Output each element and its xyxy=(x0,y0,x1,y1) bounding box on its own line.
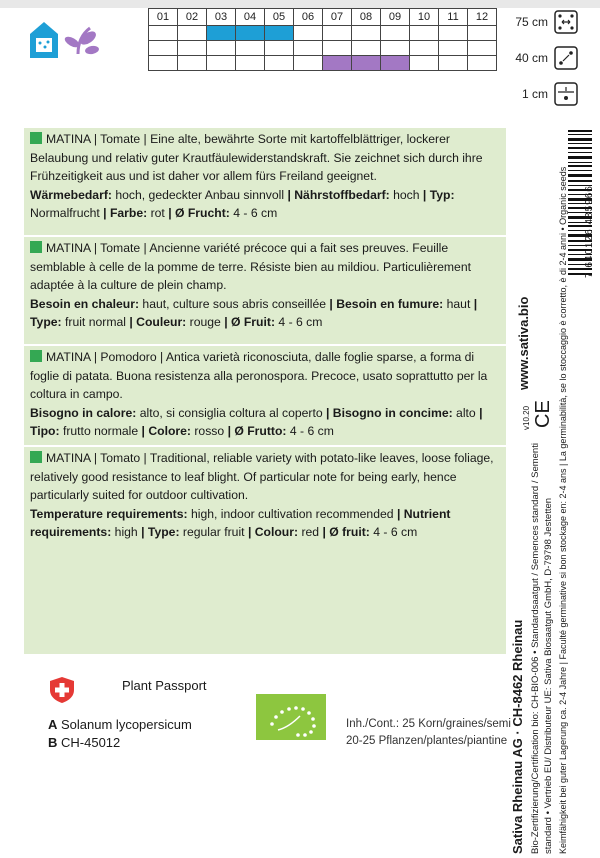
label: Wärmebedarf: xyxy=(30,187,112,202)
month-label: 03 xyxy=(207,9,236,26)
sowing-depth-value: 1 cm xyxy=(521,87,548,101)
value: hoch, gedeckter Anbau sinnvoll xyxy=(111,187,288,202)
description-panel xyxy=(24,128,506,654)
passport-b-value: CH-45012 xyxy=(61,735,121,750)
website: www.sativa.bio xyxy=(516,296,531,390)
certification-line-1: Bio-Zertifizierung/Certification bio: CH-BIO-006 • Standardsaatgut / Semences standard / Sementi xyxy=(530,443,541,854)
value: regular fruit xyxy=(179,525,248,540)
label: | Type: xyxy=(141,525,180,540)
label: | Typ: xyxy=(422,187,455,202)
sowing-row xyxy=(149,26,497,41)
storage-line: Keimfähigkeit bei guter Lagerung ca. 2-4 Jahre | Faculté germinative si bon stockage en: 2-4 ans | La germinabilità, se lo stoccaggio è corretto, è di 2-4 anni • Organic seeds xyxy=(558,166,568,854)
harvest-cell xyxy=(352,56,381,71)
month-label: 06 xyxy=(294,9,323,26)
label: | Nutrient requirements: xyxy=(30,506,451,540)
label: Temperature requirements: xyxy=(30,506,188,521)
value: fruit normal xyxy=(61,315,130,330)
sowing-cell xyxy=(236,26,265,41)
month-label: 08 xyxy=(352,9,381,26)
green-square-icon xyxy=(30,241,42,253)
value: rosso xyxy=(190,424,228,439)
company-line: Sativa Rheinau AG · CH-8462 Rheinau xyxy=(510,619,525,854)
seed-packet-icon xyxy=(26,14,106,64)
intro-text: MATINA | Pomodoro | Antica varietà riconosciuta, dalle foglie sparse, a forma di foglie di patata. Buona resistenza alla peronospora. Precoce, usato soprattutto per la coltura in campo. xyxy=(30,350,488,402)
value: frutto normale xyxy=(59,424,142,439)
value: rouge xyxy=(186,315,225,330)
contents-info xyxy=(346,716,511,750)
label: | Ø Fruit: xyxy=(224,315,276,330)
green-square-icon xyxy=(30,350,42,362)
green-square-icon xyxy=(30,132,42,144)
label: Besoin en chaleur: xyxy=(30,296,140,311)
version-label: v10.20 xyxy=(522,405,531,430)
row-spacing-icon xyxy=(554,10,578,34)
sowing-depth xyxy=(490,82,578,106)
label: | Ø fruit: xyxy=(322,525,370,540)
value: red xyxy=(298,525,323,540)
intro-text: MATINA | Tomato | Traditional, reliable variety with potato-like leaves, loose foliage, relatively good resistance to leaf blight. Of particular note for being early, hence particularly suited for outdoor cultivation. xyxy=(30,451,494,503)
certification-line-2: standard • Vertrieb EU/ Distributeur UE: Sativa Biosaatgut GmbH, D-79798 Jestetten xyxy=(543,497,554,854)
plant-distance xyxy=(490,46,578,70)
label: | Couleur: xyxy=(129,315,187,330)
side-info xyxy=(506,128,600,854)
month-label: 04 xyxy=(236,9,265,26)
contents-line-1: Inh./Cont.: 25 Korn/graines/semi xyxy=(346,718,511,730)
month-label: 02 xyxy=(178,9,207,26)
label: Bisogno in calore: xyxy=(30,405,137,420)
value: high xyxy=(111,525,142,540)
plant-passport-details xyxy=(48,716,192,752)
label: | Bisogno in concime: xyxy=(326,405,453,420)
contents-line-2: 20-25 Pflanzen/plantes/piantine xyxy=(346,735,508,747)
month-label: 01 xyxy=(149,9,178,26)
value: hoch xyxy=(389,187,423,202)
value: high, indoor cultivation recommended xyxy=(187,506,397,521)
intro-text: MATINA | Tomate | Eine alte, bewährte Sorte mit kartoffelblättriger, lockerer Belaubung und relativ guter Krautfäulewiderstandskraft. Sie zeichnet sich durch ihre Frühzeitigkeit aus und ist daher vor allem fürs Freiland geeignet. xyxy=(30,132,483,184)
section-it xyxy=(24,346,506,443)
green-square-icon xyxy=(30,451,42,463)
month-label: 11 xyxy=(439,9,468,26)
barcode-number: 7 640126 485966 xyxy=(584,185,595,278)
passport-a-label: A xyxy=(48,717,58,732)
plant-spacing-icon xyxy=(554,46,578,70)
sowing-cell xyxy=(265,26,294,41)
value: 4 - 6 cm xyxy=(275,315,323,330)
ce-mark: CE xyxy=(532,400,554,428)
label: | Tipo: xyxy=(30,405,483,439)
harvest-row xyxy=(149,56,497,71)
sowing-calendar xyxy=(148,8,497,71)
sowing-depth-icon xyxy=(554,82,578,106)
label: | Nährstoffbedarf: xyxy=(287,187,390,202)
section-de xyxy=(24,128,506,225)
plant-passport-title: Plant Passport xyxy=(122,678,207,693)
value: alto xyxy=(452,405,480,420)
passport-b-label: B xyxy=(48,735,58,750)
sowing-cell xyxy=(207,26,236,41)
label: | Type: xyxy=(30,296,478,330)
harvest-cell xyxy=(381,56,410,71)
month-label: 10 xyxy=(410,9,439,26)
value: 4 - 6 cm xyxy=(229,206,278,221)
value: Normalfrucht xyxy=(30,206,104,221)
passport-a-value: Solanum lycopersicum xyxy=(61,717,192,732)
row-distance-value: 75 cm xyxy=(515,15,548,29)
month-label: 09 xyxy=(381,9,410,26)
plant-distance-value: 40 cm xyxy=(515,51,548,65)
harvest-cell xyxy=(323,56,352,71)
value: haut xyxy=(443,296,474,311)
blank-row xyxy=(149,41,497,56)
label: | Besoin en fumure: xyxy=(329,296,444,311)
value: rot xyxy=(147,206,169,221)
intro-text: MATINA | Tomate | Ancienne variété précoce qui a fait ses preuves. Feuille semblable à celle de la pomme de terre. Résiste bien au mildiou. Particulièrement adaptée à la culture de plein champ. xyxy=(30,241,471,293)
value: alto, si consiglia coltura al coperto xyxy=(136,405,327,420)
label: | Colore: xyxy=(141,424,191,439)
swiss-flag-icon xyxy=(48,676,76,704)
value: haut, culture sous abris conseillée xyxy=(139,296,330,311)
section-en xyxy=(24,447,506,544)
month-label: 12 xyxy=(468,9,497,26)
label: | Colour: xyxy=(247,525,299,540)
label: | Ø Frucht: xyxy=(168,206,230,221)
section-fr xyxy=(24,237,506,334)
value: 4 - 6 cm xyxy=(369,525,418,540)
month-label: 07 xyxy=(323,9,352,26)
label: | Farbe: xyxy=(103,206,148,221)
value: 4 - 6 cm xyxy=(286,424,334,439)
row-distance xyxy=(490,10,578,34)
top-strip xyxy=(0,0,600,8)
label: | Ø Frutto: xyxy=(227,424,287,439)
month-label: 05 xyxy=(265,9,294,26)
eu-organic-logo-icon xyxy=(256,694,326,740)
